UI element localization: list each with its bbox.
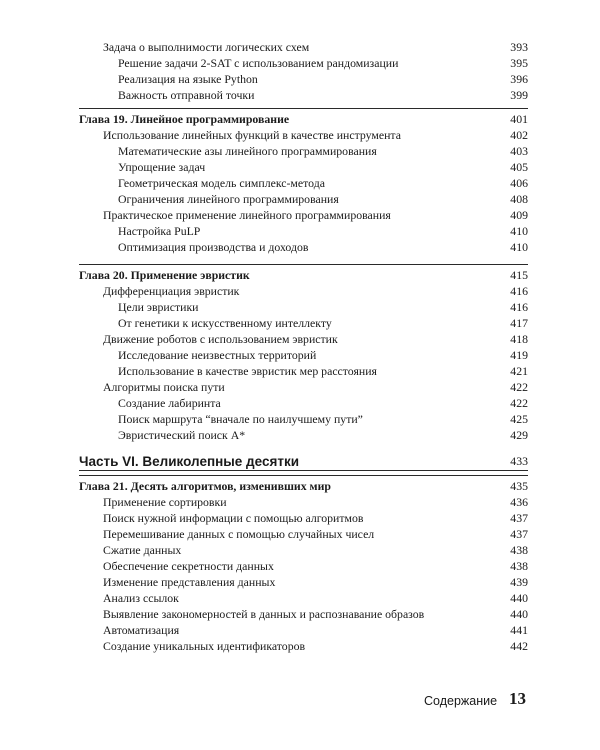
toc-entry — [118, 240, 528, 255]
toc-entry-page: 403 — [510, 144, 528, 158]
toc-entry-page: 421 — [510, 364, 528, 378]
chapter-21-heading — [79, 479, 528, 494]
toc-entry-page: 422 — [510, 380, 528, 394]
toc-entry-title: Сжатие данных — [103, 543, 182, 557]
toc-entry-title: Поиск маршрута “вначале по наилучшему пути” — [118, 412, 363, 426]
toc-entry — [103, 575, 528, 590]
chapter-19-heading — [79, 112, 528, 127]
toc-entry-page: 396 — [510, 72, 528, 86]
toc-entry — [118, 348, 528, 363]
toc-entry-page: 393 — [510, 40, 528, 54]
toc-entry-page: 425 — [510, 412, 528, 426]
toc-entry-page: 438 — [510, 559, 528, 573]
chapter-page: 435 — [510, 479, 528, 493]
toc-entry — [103, 527, 528, 542]
toc-entry — [103, 380, 528, 395]
toc-entry — [103, 543, 528, 558]
toc-entry-title: Перемешивание данных с помощью случайных чисел — [103, 527, 375, 541]
toc-entry-page: 402 — [510, 128, 528, 142]
toc-entry — [118, 396, 528, 411]
toc-entry-title: Выявление закономерностей в данных и распознавание образов — [103, 607, 425, 621]
part-title: Часть VI. Великолепные десятки — [79, 454, 299, 469]
toc-entry — [118, 364, 528, 379]
toc-entry-page: 410 — [510, 224, 528, 238]
toc-entry-title: Решение задачи 2-SAT с использованием рандомизации — [118, 56, 399, 70]
toc-entry — [118, 176, 528, 191]
toc-entry — [118, 300, 528, 315]
chapter-title: Глава 21. Десять алгоритмов, изменивших мир — [79, 479, 331, 493]
toc-entry-page: 437 — [510, 511, 528, 525]
toc-entry-page: 441 — [510, 623, 528, 637]
toc-entry — [118, 88, 528, 103]
toc-entry-title: Поиск нужной информации с помощью алгоритмов — [103, 511, 364, 525]
toc-entry-title: Алгоритмы поиска пути — [103, 380, 225, 394]
toc-entry-page: 429 — [510, 428, 528, 442]
toc-entry-title: Задача о выполнимости логических схем — [103, 40, 310, 54]
toc-entry-title: Геометрическая модель симплекс-метода — [118, 176, 325, 190]
toc-entry-title: Создание уникальных идентификаторов — [103, 639, 306, 653]
toc-entry — [118, 316, 528, 331]
toc-entry-title: Цели эвристики — [118, 300, 199, 314]
toc-entry — [103, 511, 528, 526]
page-number: 13 — [509, 689, 526, 708]
toc-entry — [103, 208, 528, 223]
toc-entry-page: 422 — [510, 396, 528, 410]
toc-entry-title: Исследование неизвестных территорий — [118, 348, 317, 362]
chapter-divider — [79, 475, 528, 476]
toc-entry — [103, 607, 528, 622]
chapter-20-heading — [79, 268, 528, 283]
toc-entry-title: Ограничения линейного программирования — [118, 192, 339, 206]
toc-entry-title: Использование линейных функций в качестве инструмента — [103, 128, 401, 142]
chapter-divider — [79, 264, 528, 265]
toc-entry — [103, 591, 528, 606]
toc-entry — [118, 412, 528, 427]
toc-entry-title: Применение сортировки — [103, 495, 227, 509]
toc-entry-page: 440 — [510, 591, 528, 605]
toc-entry — [103, 495, 528, 510]
toc-entry-page: 399 — [510, 88, 528, 102]
chapter-title: Глава 20. Применение эвристик — [79, 268, 250, 282]
toc-entry — [103, 332, 528, 347]
toc-entry-page: 440 — [510, 607, 528, 621]
part-page: 433 — [510, 454, 528, 468]
toc-entry-title: От генетики к искусственному интеллекту — [118, 316, 332, 330]
toc-entry — [118, 56, 528, 71]
toc-entry — [118, 144, 528, 159]
toc-entry-page: 419 — [510, 348, 528, 362]
toc-entry — [103, 284, 528, 299]
chapter-divider — [79, 108, 528, 109]
toc-entry-title: Обеспечение секретности данных — [103, 559, 274, 573]
toc-entry-title: Практическое применение линейного программирования — [103, 208, 391, 222]
toc-entry-title: Использование в качестве эвристик мер расстояния — [118, 364, 377, 378]
part-6-heading — [79, 453, 528, 470]
toc-entry-title: Анализ ссылок — [103, 591, 179, 605]
toc-entry-title: Эвристический поиск А* — [118, 428, 246, 442]
toc-entry — [118, 192, 528, 207]
toc-entry-page: 410 — [510, 240, 528, 254]
toc-entry-page: 409 — [510, 208, 528, 222]
toc-entry — [118, 224, 528, 239]
toc-entry-page: 416 — [510, 284, 528, 298]
toc-entry-title: Оптимизация производства и доходов — [118, 240, 309, 254]
toc-entry-page: 437 — [510, 527, 528, 541]
running-footer-label: Содержание — [424, 694, 498, 708]
toc-entry-title: Автоматизация — [103, 623, 180, 637]
toc-entry-page: 438 — [510, 543, 528, 557]
toc-entry-title: Настройка PuLP — [118, 224, 201, 238]
toc-entry — [118, 160, 528, 175]
toc-entry-title: Математические азы линейного программирования — [118, 144, 377, 158]
toc-entry — [103, 559, 528, 574]
toc-entry-title: Дифференциация эвристик — [103, 284, 240, 298]
toc-entry-page: 395 — [510, 56, 528, 70]
toc-entry-page: 406 — [510, 176, 528, 190]
chapter-title: Глава 19. Линейное программирование — [79, 112, 290, 126]
toc-entry-page: 417 — [510, 316, 528, 330]
toc-entry-title: Важность отправной точки — [118, 88, 255, 102]
toc-entry — [103, 40, 528, 55]
toc-entry-page: 442 — [510, 639, 528, 653]
toc-entry-title: Движение роботов с использованием эвристик — [103, 332, 338, 346]
toc-entry — [103, 639, 528, 654]
toc-entry-page: 405 — [510, 160, 528, 174]
toc-entry — [118, 428, 528, 443]
toc-entry-page: 416 — [510, 300, 528, 314]
toc-entry-title: Реализация на языке Python — [118, 72, 258, 86]
toc-entry-page: 439 — [510, 575, 528, 589]
toc-entry-title: Создание лабиринта — [118, 396, 221, 410]
chapter-page: 401 — [510, 112, 528, 126]
toc-entry — [103, 623, 528, 638]
toc-entry — [118, 72, 528, 87]
toc-entry-page: 408 — [510, 192, 528, 206]
toc-entry — [103, 128, 528, 143]
toc-entry-page: 436 — [510, 495, 528, 509]
toc-entry-title: Упрощение задач — [118, 160, 206, 174]
chapter-page: 415 — [510, 268, 528, 282]
toc-entry-title: Изменение представления данных — [103, 575, 276, 589]
toc-entry-page: 418 — [510, 332, 528, 346]
part-divider — [79, 470, 528, 471]
